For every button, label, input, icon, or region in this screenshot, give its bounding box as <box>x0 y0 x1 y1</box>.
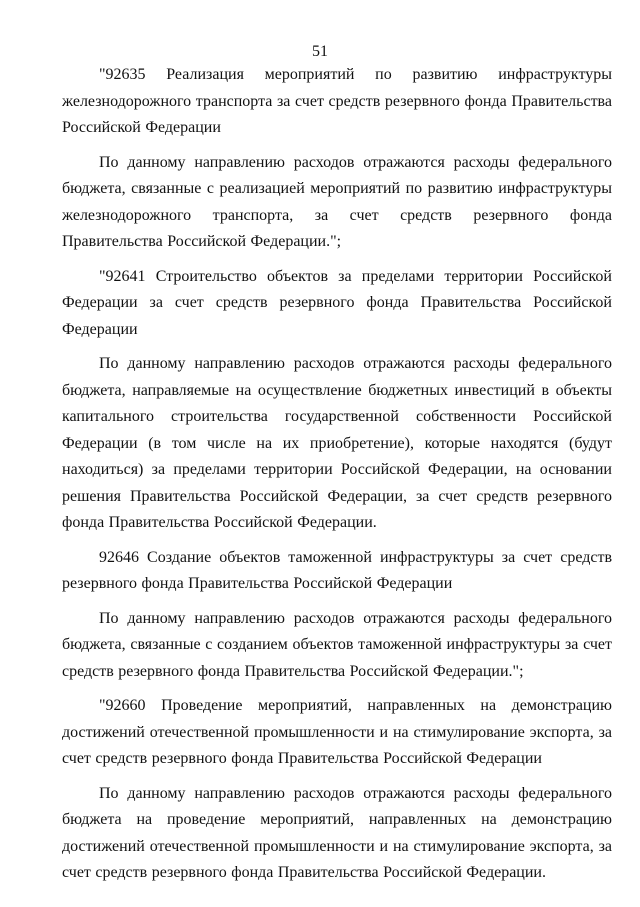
paragraph-92646-description: По данному направлению расходов отражаются расходы федерального бюджета, связанные с созданием объектов таможенной инфраструктуры за счет средств резервного фонда Правительства Российской Федерации."; <box>62 609 612 680</box>
paragraph-92660-title: "92660 Проведение мероприятий, направленных на демонстрацию достижений отечественной промышленности и на стимулирование экспорта, за счет средств резервного фонда Правительства Российской Федерации <box>62 697 612 767</box>
paragraph-92641-title: "92641 Строительство объектов за пределами территории Российской Федерации за счет средств резервного фонда Правительства Российской Федерации <box>62 267 612 338</box>
document-body <box>62 62 612 887</box>
paragraph-92660-description: По данному направлению расходов отражаются расходы федерального бюджета на проведение мероприятий, направленных на демонстрацию достижений отечественной промышленности и на стимулирование экспорта, за счет средств резервного фонда Правительства Российской Федерации. <box>62 784 612 881</box>
paragraph-92641-description: По данному направлению расходов отражаются расходы федерального бюджета, направляемые на осуществление бюджетных инвестиций в объекты капитального строительства государственной собственности Российской Федерации (в том числе на их приобретение), которые находятся (будут находиться) за пределами территории Российской Федерации, на основании решения Правительства Российской Федерации, за счет средств резервного фонда Правительства Российской Федерации. <box>62 355 612 531</box>
paragraph-92646-title: 92646 Создание объектов таможенной инфраструктуры за счет средств резервного фонда Правительства Российской Федерации <box>62 548 612 592</box>
page-number: 51 <box>312 43 328 60</box>
paragraph-92635-title: "92635 Реализация мероприятий по развитию инфраструктуры железнодорожного транспорта за счет средств резервного фонда Правительства Российской Федерации <box>62 66 612 136</box>
paragraph-92635-description: По данному направлению расходов отражаются расходы федерального бюджета, связанные с реализацией мероприятий по развитию инфраструктуры железнодорожного транспорта, за счет средств резервного фонда Правительства Российской Федерации."; <box>62 153 612 250</box>
